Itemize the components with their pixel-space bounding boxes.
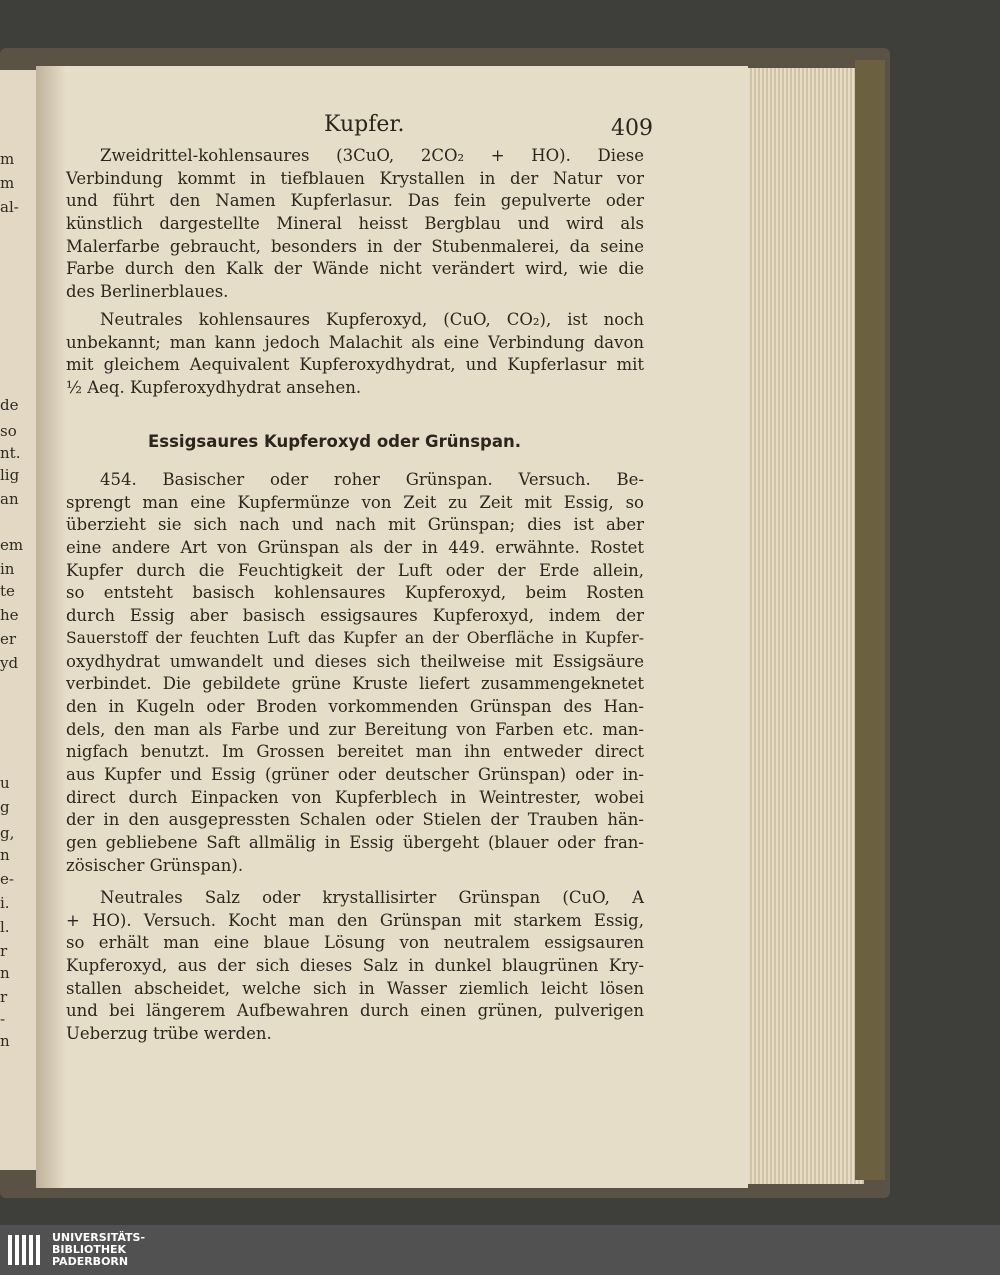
- text-line: den in Kugeln oder Broden vorkommenden Grünspan des Han-: [66, 696, 644, 716]
- logo-line: BIBLIOTHEK: [52, 1243, 127, 1256]
- previous-page-text-fragment: i.: [0, 894, 10, 912]
- previous-page-text-fragment: e-: [0, 870, 14, 888]
- previous-page-text-fragment: n: [0, 1032, 10, 1050]
- previous-page-text-fragment: n: [0, 846, 10, 864]
- previous-page-text-fragment: so: [0, 422, 17, 440]
- previous-page-text-fragment: nt.: [0, 444, 21, 462]
- text-line: Kupfer durch die Feuchtigkeit der Luft oder der Erde allein,: [66, 560, 644, 580]
- text-line: Farbe durch den Kalk der Wände nicht verändert wird, wie die: [66, 259, 644, 279]
- previous-page-text-fragment: in: [0, 560, 15, 578]
- previous-page-text-fragment: de: [0, 396, 19, 414]
- text-line: und führt den Namen Kupferlasur. Das fein gepulverte oder: [66, 191, 644, 211]
- previous-page-text-fragment: -: [0, 1010, 6, 1028]
- previous-page-text-fragment: em: [0, 536, 24, 554]
- previous-page-text-fragment: l.: [0, 918, 10, 936]
- text-line: so erhält man eine blaue Lösung von neutralem essigsauren: [66, 933, 644, 953]
- previous-page-text-fragment: er: [0, 630, 17, 648]
- previous-page-text-fragment: m: [0, 150, 15, 168]
- paragraph-neutral-carbonate: [66, 310, 644, 401]
- text-line: Neutrales kohlensaures Kupferoxyd, (CuO, CO₂), ist noch: [100, 310, 644, 329]
- previous-page-text-fragment: u: [0, 774, 10, 792]
- page-edges: [742, 68, 864, 1184]
- page-number: 409: [611, 116, 653, 141]
- text-line: verbindet. Die gebildete grüne Kruste liefert zusammengeknetet: [66, 674, 644, 694]
- running-head: Kupfer.: [324, 112, 405, 137]
- text-line: unbekannt; man kann jedoch Malachit als eine Verbindung davon: [66, 332, 644, 352]
- text-line: Ueberzug trübe werden.: [66, 1024, 272, 1044]
- previous-page-text-fragment: n: [0, 964, 10, 982]
- text-line: des Berlinerblaues.: [66, 282, 229, 302]
- text-line: Kupferoxyd, aus der sich dieses Salz in dunkel blaugrünen Kry-: [66, 956, 644, 976]
- text-line: Zweidrittel-kohlensaures (3CuO, 2CO₂ + HO). Diese: [100, 146, 644, 165]
- text-line: sprengt man eine Kupfermünze von Zeit zu Zeit mit Essig, so: [66, 492, 644, 512]
- text-line: Sauerstoff der feuchten Luft das Kupfer an der Oberfläche in Kupfer-: [66, 628, 644, 647]
- text-line: oxydhydrat umwandelt und dieses sich theilweise mit Essigsäure: [66, 651, 644, 671]
- library-footer-bar: [0, 1225, 1000, 1275]
- text-line: mit gleichem Aequivalent Kupferoxydhydrat, und Kupferlasur mit: [66, 355, 644, 375]
- text-line: eine andere Art von Grünspan als der in 449. erwähnte. Rostet: [66, 538, 644, 558]
- previous-page-text-fragment: yd: [0, 654, 19, 672]
- previous-page-text-fragment: r: [0, 942, 8, 960]
- text-line: der in den ausgepressten Schalen oder Stielen der Trauben hän-: [66, 810, 644, 830]
- section-heading: Essigsaures Kupferoxyd oder Grünspan.: [148, 432, 521, 451]
- text-line: Neutrales Salz oder krystallisirter Grünspan (CuO, A: [100, 888, 644, 907]
- previous-page-text-fragment: al-: [0, 198, 19, 216]
- text-line: so entsteht basisch kohlensaures Kupferoxyd, beim Rosten: [66, 583, 644, 603]
- previous-page-text-fragment: te: [0, 582, 15, 600]
- text-line: nigfach benutzt. Im Grossen bereitet man ihn entweder direct: [66, 742, 644, 762]
- previous-page-text-fragment: g: [0, 798, 10, 816]
- text-line: stallen abscheidet, welche sich in Wasser ziemlich leicht lösen: [66, 978, 644, 998]
- logo-line: PADERBORN: [52, 1255, 129, 1268]
- text-line: künstlich dargestellte Mineral heisst Bergblau und wird als: [66, 214, 644, 234]
- paragraph-neutral-salt: [66, 888, 644, 1047]
- previous-page-text-fragment: he: [0, 606, 19, 624]
- library-logo-icon: [6, 1231, 46, 1269]
- text-line: direct durch Einpacken von Kupferblech in Weintrester, wobei: [66, 787, 644, 807]
- text-line: und bei längerem Aufbewahren durch einen grünen, pulverigen: [66, 1001, 644, 1021]
- previous-page-text-fragment: r: [0, 988, 8, 1006]
- previous-page-text-fragment: lig: [0, 466, 20, 484]
- text-line: 454. Basischer oder roher Grünspan. Versuch. Be-: [100, 470, 644, 489]
- text-line: Malerfarbe gebraucht, besonders in der Stubenmalerei, da seine: [66, 236, 644, 256]
- page-gutter-shadow: [36, 66, 66, 1188]
- text-line: ½ Aeq. Kupferoxydhydrat ansehen.: [66, 378, 362, 398]
- logo-line: UNIVERSITÄTS-: [52, 1231, 146, 1244]
- book-spine: [855, 60, 885, 1180]
- previous-page-text-fragment: m: [0, 174, 15, 192]
- text-line: gen gebliebene Saft allmälig in Essig übergeht (blauer oder fran-: [66, 833, 644, 852]
- text-line: aus Kupfer und Essig (grüner oder deutscher Grünspan) oder in-: [66, 764, 644, 784]
- text-line: überzieht sie sich nach und nach mit Grünspan; dies ist aber: [66, 515, 644, 535]
- library-logo-text: [52, 1232, 145, 1268]
- previous-page-text-fragment: g,: [0, 824, 15, 842]
- text-line: Verbindung kommt in tiefblauen Krystallen in der Natur vor: [66, 168, 644, 188]
- paragraph-kupferlasur: [66, 146, 644, 305]
- paragraph-454-basic-verdigris: [66, 470, 644, 878]
- previous-page-text-fragment: an: [0, 490, 19, 508]
- text-line: zösischer Grünspan).: [66, 855, 244, 875]
- text-line: + HO). Versuch. Kocht man den Grünspan mit starkem Essig,: [66, 910, 644, 930]
- text-line: durch Essig aber basisch essigsaures Kupferoxyd, indem der: [66, 606, 644, 626]
- text-line: dels, den man als Farbe und zur Bereitung von Farben etc. man-: [66, 719, 644, 739]
